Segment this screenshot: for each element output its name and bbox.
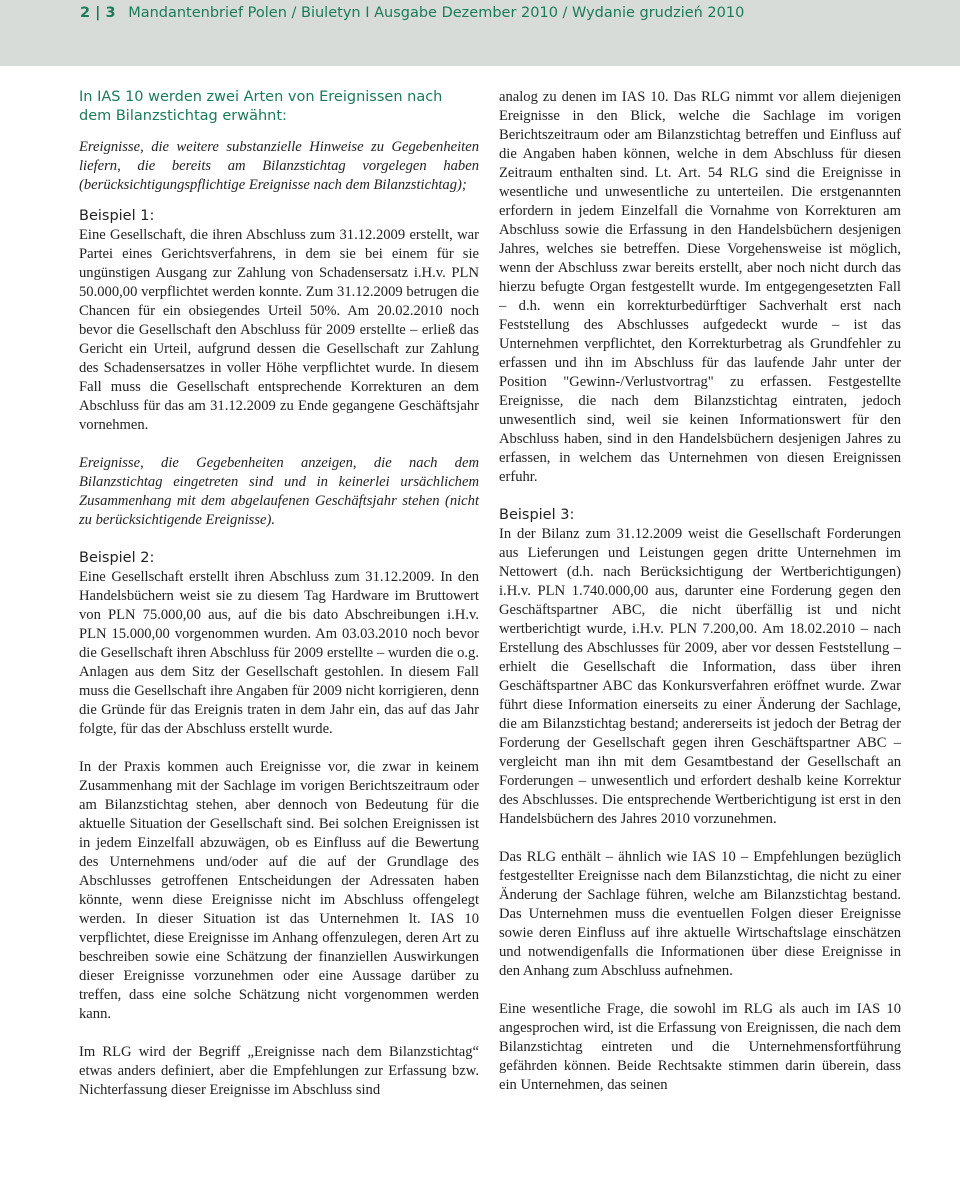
header-text (80, 5, 744, 21)
intro-heading: In IAS 10 werden zwei Arten von Ereignissen nach dem Bilanzstichtag erwähnt: (79, 89, 443, 124)
right-column (499, 88, 901, 1095)
rlg-paragraph: Im RLG wird der Begriff „Ereignisse nach dem Bilanzstichtag“ etwas anders definiert, aber die Empfehlungen zur Erfassung bzw. Nichterfassung dieser Ereignisse im Abschluss sind (79, 1044, 479, 1098)
page-number: 2 | 3 (80, 5, 116, 21)
item-1-text: Ereignisse, die weitere substanzielle Hinweise zu Gegebenheiten liefern, die bereits am Bilanzstichtag vorgelegen haben (berücksichtigungspflichtige Ereignisse nach dem Bilanzstichtag); (79, 139, 479, 193)
item-2-text: Ereignisse, die Gegebenheiten anzeigen, die nach dem Bilanzstichtag eingetreten sind und in keinerlei ursächlichem Zusammenhang mit dem abgelaufenen Geschäftsjahr stehen (nicht zu berücksichtigende Ereignisse). (79, 455, 479, 528)
rlg-recommendations-paragraph: Das RLG enthält – ähnlich wie IAS 10 – Empfehlungen bezüglich festgestellter Ereignisse nach dem Bilanzstichtag, die nicht zu einer Änderung der Sachlage führen, welche am Bilanzstichtag bestand. Das Unternehmen muss die eventuellen Folgen dieser Ereignisse sowie deren Einfluss auf ihre aktuelle Wirtschaftslage einschätzen und notwendigenfalls die Informationen über diese Ereignisse in den Anhang zum Abschluss aufnehmen. (499, 849, 901, 979)
example-2-label: Beispiel 2: (79, 550, 155, 566)
publication-title: Mandantenbrief Polen / Biuletyn I Ausgabe Dezember 2010 / Wydanie grudzień 2010 (128, 5, 745, 21)
example-3-text: In der Bilanz zum 31.12.2009 weist die Gesellschaft Forderungen aus Lieferungen und Leistungen gegen dritte Unternehmen im Nettowert (d.h. nach Berücksichtigung der Wertberichtigungen) i.H.v. PLN 1.740.000,00 aus, darunter eine Forderung gegen den Geschäftspartner ABC, die nicht überfällig ist und nicht wertberichtigt wurde, i.H.v. PLN 7.200,00. Am 18.02.2010 – nach Erstellung des Abschlusses für 2009, aber vor dessen Feststellung – erhielt die Gesellschaft die Information, dass über ihren Geschäftspartner ABC das Konkursverfahren eröffnet wurde. Zwar führt diese Information einerseits zu einer Änderung der Sachlage, die am Bilanzstichtag bestand; andererseits ist jedoch der Betrag der Forderung der Gesellschaft gegen ihren Geschäftspartner ABC – vergleicht man ihn mit dem Gesamtbestand der Gesellschaft an Forderungen – unwesentlich und erfordert deshalb keine Korrektur des Abschlusses. Die entsprechende Wertberichtigung ist erst in den Handelsbüchern des Jahres 2010 vorzunehmen. (499, 526, 901, 827)
example-1-label: Beispiel 1: (79, 208, 155, 224)
left-column (79, 88, 479, 1100)
page-header (0, 0, 960, 66)
example-1-text: Eine Gesellschaft, die ihren Abschluss zum 31.12.2009 erstellt, war Partei eines Gerichtsverfahrens, in dem sie bei einem für sie ungünstigen Ausgang zur Zahlung von Schadensersatz i.H.v. PLN 50.000,00 verpflichtet werden konnte. Zum 31.12.2009 betrugen die Chancen für ein obsiegendes Urteil 50%. Am 20.02.2010 noch bevor die Gesellschaft den Abschluss für 2009 erstellte – erließ das Gericht ein Urteil, aufgrund dessen die Gesellschaft zur Zahlung des Schadensersatzes in voller Höhe verpflichtet wurde. In diesem Fall muss die Gesellschaft entsprechende Korrekturen an dem Abschluss für das am 31.12.2009 zu Ende gegangene Geschäftsjahr vornehmen. (79, 227, 479, 433)
example-2-text: Eine Gesellschaft erstellt ihren Abschluss zum 31.12.2009. In den Handelsbüchern weist sie zu diesem Tag Hardware im Bruttowert von PLN 75.000,00 aus, auf die bis dato Abschreibungen i.H.v. PLN 15.000,00 vorgenommen wurden. Am 03.03.2010 noch bevor die Gesellschaft ihren Abschluss für 2009 erstellte – wurden die o.g. Anlagen aus dem Sitz der Gesellschaft gestohlen. In diesem Fall muss die Gesellschaft ihre Angaben für 2009 nicht korrigieren, denn die Gründe für das Ereignis traten in dem Jahr ein, das auf das Jahr folgte, für das der Abschluss erstellt wurde. (79, 569, 479, 737)
going-concern-paragraph: Eine wesentliche Frage, die sowohl im RLG als auch im IAS 10 angesprochen wird, ist die Erfassung von Ereignissen, die nach dem Bilanzstichtag eintreten und die Unternehmensfortführung gefährden können. Beide Rechtsakte stimmen darin überein, dass ein Unternehmen, das seinen (499, 1001, 901, 1093)
example-3-label: Beispiel 3: (499, 507, 575, 523)
praxis-paragraph: In der Praxis kommen auch Ereignisse vor, die zwar in keinem Zusammenhang mit der Sachlage im vorigen Berichtszeitraum oder am Bilanzstichtag stehen, aber dennoch von Bedeutung für die aktuelle Situation der Gesellschaft sind. Bei solchen Ereignissen ist in jedem Einzelfall abzuwägen, ob es Einfluss auf die Bewertung des Unternehmens und/oder auf die auf der Grundlage des Abschlusses getroffenen Entscheidungen der Adressaten haben könnte, wenn diese Ereignisse nicht im Abschluss offengelegt werden. In dieser Situation ist das Unternehmen lt. IAS 10 verpflichtet, diese Ereignisse im Anhang offenzulegen, deren Art zu beschreiben sowie eine Schätzung der finanziellen Auswirkungen dieser Ereignisse vorzunehmen oder eine Aussage darüber zu treffen, dass eine solche Schätzung nicht vorgenommen werden kann. (79, 759, 479, 1022)
continuation-paragraph: analog zu denen im IAS 10. Das RLG nimmt vor allem diejenigen Ereignisse in den Blick, welche die Sachlage im vorigen Berichtszeitraum oder am Bilanzstichtag betreffen und Einfluss auf die Angaben haben können, welche in dem Abschluss für diesen Zeitraum enthalten sind. Lt. Art. 54 RLG sind die Ereignisse in wesentliche und unwesentliche zu unterteilen. Die erstgenannten erfordern in jedem Einzelfall die Vornahme von Korrekturen am Abschluss sowie die Erfassung in den Handelsbüchern desjenigen Jahres, welches sie betreffen. Diese Vorgehensweise ist möglich, wenn der Abschluss zwar bereits erstellt, aber noch nicht durch das hierzu befugte Organ festgestellt wurde. Im entgegengesetzten Fall – d.h. wenn ein korrekturbedürftiger Sachverhalt erst nach Feststellung des Abschlusses aufgedeckt wurde – ist das Unternehmen verpflichtet, den Korrekturbetrag als Grundfehler zu erfassen und ihn im Abschluss für das laufende Jahr unter der Position "Gewinn-/Verlustvortrag" zu erfassen. Festgestellte Ereignisse, die nach dem Bilanzstichtag eintraten, jedoch unwesentlich sind, weil sie keinen Informationswert für den Abschluss haben, sind in den Handelsbüchern desjenigen Jahres zu erfassen, in welchem das Unternehmen von diesen Ereignissen erfuhr. (499, 89, 901, 485)
